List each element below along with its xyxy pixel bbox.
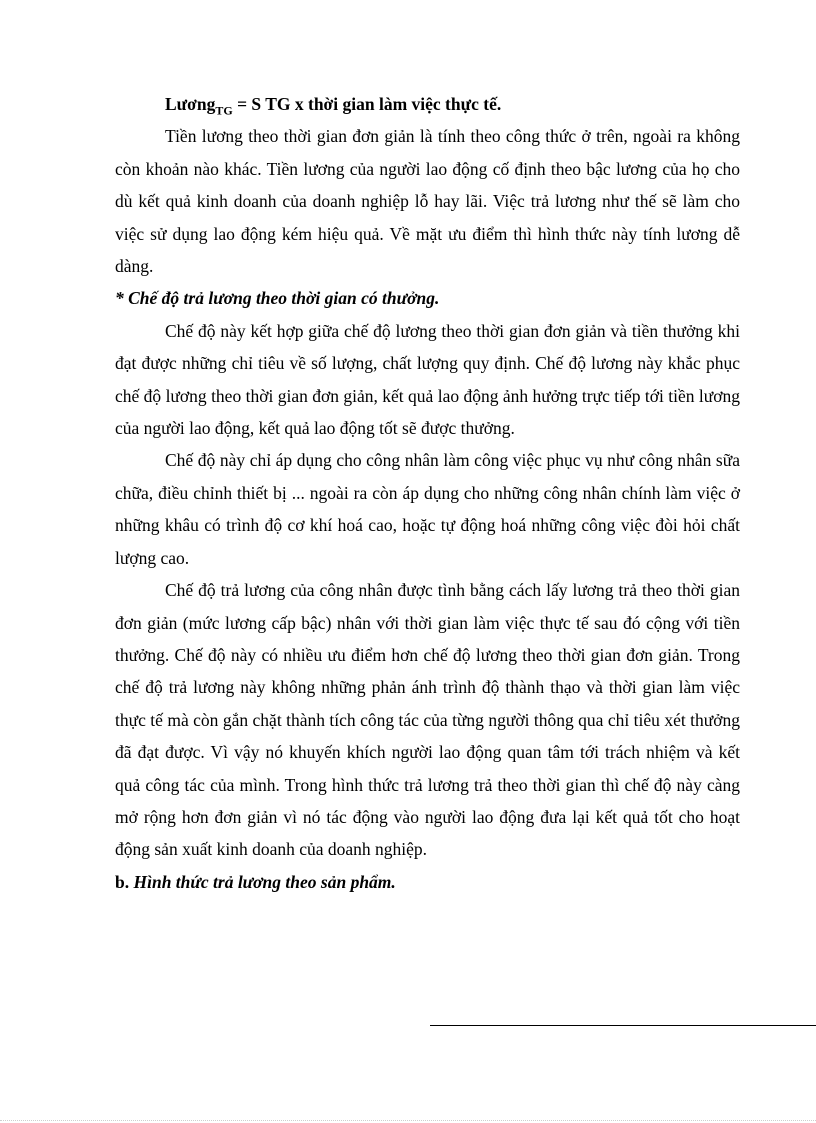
footnote-separator <box>430 1025 816 1026</box>
formula-subscript: TG <box>215 103 233 118</box>
heading-time-wage-with-bonus: * Chế độ trả lương theo thời gian có thưởng. <box>115 288 440 309</box>
heading-product-wage <box>115 866 740 898</box>
document-body <box>115 88 740 898</box>
page-bottom-border <box>0 1120 816 1121</box>
paragraph-bonus-application: Chế độ này chỉ áp dụng cho công nhân làm công việc phục vụ như công nhân sữa chữa, điều chỉnh thiết bị ... ngoài ra còn áp dụng cho những công nhân chính làm việc ở những khâu có trình độ cơ khí hoá cao, hoặc tự động hoá những công việc đòi hỏi chất lượng cao. <box>115 450 740 568</box>
formula-rest: = S TG x thời gian làm việc thực tế. <box>232 94 502 114</box>
paragraph-simple-time-wage: Tiền lương theo thời gian đơn giản là tính theo công thức ở trên, ngoài ra không còn khoản nào khác. Tiền lương của người lao động cố định theo bậc lương của họ cho dù kết quả kinh doanh của doanh nghiệp lỗ hay lãi. Việc trả lương như thế sẽ làm cho việc sử dụng lao động kém hiệu quả. Về mặt ưu điểm thì hình thức này tính lương dễ dàng. <box>115 126 740 277</box>
paragraph-bonus-calculation: Chế độ trả lương của công nhân được tình bằng cách lấy lương trả theo thời gian đơn giản (mức lương cấp bậc) nhân với thời gian làm việc thực tế sau đó cộng với tiền thưởng. Chế độ này có nhiều ưu điểm hơn chế độ lương theo thời gian đơn giản. Trong chế độ trả lương này không những phản ánh trình độ thành thạo và thời gian làm việc thực tế mà còn gắn chặt thành tích công tác của từng người thông qua chỉ tiêu xét thưởng đã đạt được. Vì vậy nó khuyến khích người lao động quan tâm tới trách nhiệm và kết quả công tác của mình. Trong hình thức trả lương trả theo thời gian thì chế độ này càng mở rộng hơn đơn giản vì nó tác động vào người lao động đưa lại kết quả tốt cho hoạt động sản xuất kinh doanh của doanh nghiệp. <box>115 580 740 860</box>
heading-product-wage-label: b. <box>115 871 134 892</box>
heading-product-wage-title: Hình thức trả lương theo sản phẩm. <box>133 871 396 892</box>
formula-prefix: Lương <box>165 94 216 114</box>
salary-formula <box>115 88 740 120</box>
paragraph-bonus-definition: Chế độ này kết hợp giữa chế độ lương theo thời gian đơn giản và tiền thưởng khi đạt được những chỉ tiêu về số lượng, chất lượng quy định. Chế độ lương này khắc phục chế độ lương theo thời gian đơn giản, kết quả lao động ảnh hưởng trực tiếp tới tiền lương của người lao động, kết quả lao động tốt sẽ được thưởng. <box>115 320 740 439</box>
